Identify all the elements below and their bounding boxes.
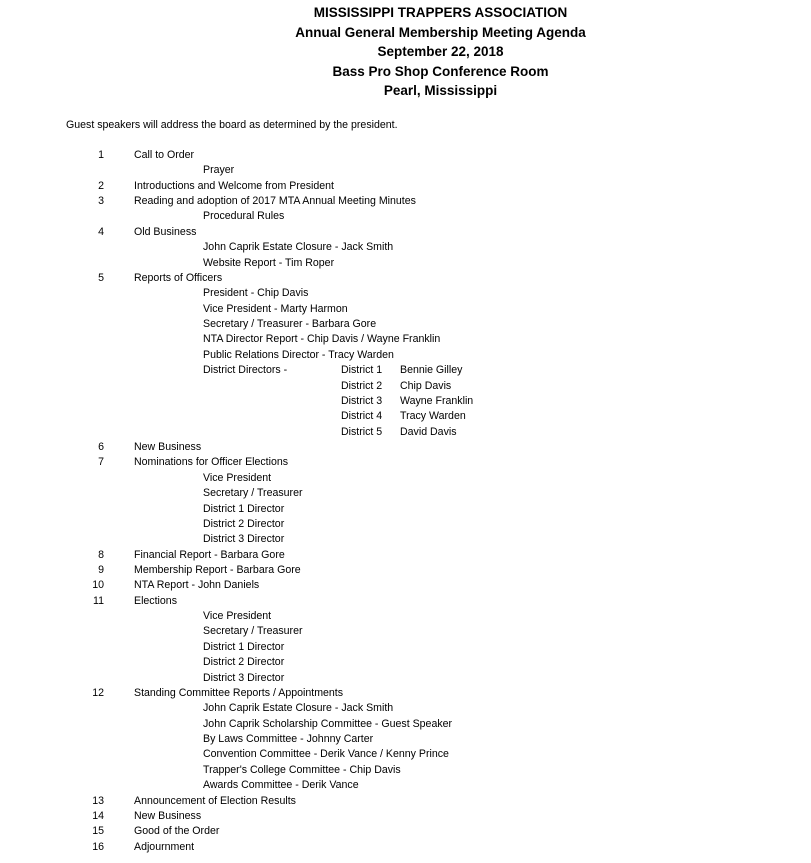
- district-director-name: Chip Davis: [400, 379, 452, 392]
- district-label: District 1: [341, 364, 383, 377]
- agenda-item-number: 9: [98, 563, 104, 576]
- agenda-subitem-text: Prayer: [203, 164, 235, 177]
- agenda-item: [0, 794, 811, 809]
- agenda-subitem: [0, 409, 811, 424]
- agenda-item-title: New Business: [134, 441, 202, 454]
- meeting-venue: Bass Pro Shop Conference Room: [332, 63, 549, 79]
- agenda-item-number: 13: [92, 794, 104, 807]
- agenda-subitem-text: Secretary / Treasurer - Barbara Gore: [203, 318, 377, 331]
- agenda-subitem-text: Vice President - Marty Harmon: [203, 302, 348, 315]
- agenda-subitem-text: District 2 Director: [203, 517, 285, 530]
- agenda-subitem-text: Public Relations Director - Tracy Warden: [203, 348, 394, 361]
- agenda-subitem-text: Vice President: [203, 610, 272, 623]
- agenda-subitem: [0, 640, 811, 655]
- agenda-subitem-text: John Caprik Estate Closure - Jack Smith: [203, 702, 394, 715]
- agenda-subitem-text: By Laws Committee - Johnny Carter: [203, 733, 374, 746]
- district-director-name: Tracy Warden: [400, 410, 466, 423]
- organization-title: MISSISSIPPI TRAPPERS ASSOCIATION: [313, 5, 568, 20]
- agenda-subitem-text: John Caprik Scholarship Committee - Guest Speaker: [203, 717, 453, 730]
- agenda-subitem-text: Convention Committee - Derik Vance / Kenny Prince: [203, 748, 449, 761]
- agenda-subitem-text: Vice President: [203, 471, 272, 484]
- district-label: District 4: [341, 410, 383, 423]
- agenda-subitem: [0, 624, 811, 639]
- agenda-subitem-text: Procedural Rules: [203, 210, 285, 223]
- agenda-subitem-text: Awards Committee - Derik Vance: [203, 779, 359, 792]
- agenda-subitem: [0, 517, 811, 532]
- district-label: District 5: [341, 425, 383, 438]
- agenda-item: [0, 194, 811, 209]
- agenda-item: [0, 686, 811, 701]
- agenda-subitem: [0, 609, 811, 624]
- agenda-subitem: [0, 471, 811, 486]
- agenda-item: [0, 440, 811, 455]
- agenda-item-title: NTA Report - John Daniels: [134, 579, 260, 592]
- agenda-subitem: [0, 363, 811, 378]
- meeting-title: Annual General Membership Meeting Agenda: [295, 24, 586, 40]
- agenda-subitem-text: District 1 Director: [203, 502, 285, 515]
- agenda-item-title: New Business: [134, 809, 202, 822]
- agenda-subitem: [0, 286, 811, 301]
- agenda-item-title: Reading and adoption of 2017 MTA Annual Meeting Minutes: [134, 195, 416, 208]
- agenda-item-title: Announcement of Election Results: [134, 794, 296, 807]
- agenda-subitem-text: Trapper's College Committee - Chip Davis: [203, 763, 401, 776]
- agenda-item: [0, 179, 811, 194]
- district-director-name: Bennie Gilley: [400, 364, 463, 377]
- agenda-item-number: 6: [98, 441, 104, 454]
- agenda-item-title: Nominations for Officer Elections: [134, 456, 289, 469]
- agenda-item-number: 2: [98, 179, 104, 192]
- meeting-location: Pearl, Mississippi: [383, 83, 498, 98]
- agenda-subitem: [0, 394, 811, 409]
- agenda-subitem: [0, 717, 811, 732]
- agenda-subitem: [0, 486, 811, 501]
- agenda-subitem-text: Secretary / Treasurer: [203, 487, 303, 500]
- agenda-item: [0, 548, 811, 563]
- agenda-subitem: [0, 332, 811, 347]
- agenda-item-title: Standing Committee Reports / Appointments: [134, 686, 344, 699]
- agenda-subitem: [0, 209, 811, 224]
- agenda-subitem: [0, 379, 811, 394]
- agenda-item: [0, 840, 811, 855]
- agenda-item-number: 3: [98, 195, 104, 208]
- agenda-subitem: [0, 163, 811, 178]
- agenda-item-number: 5: [98, 271, 104, 284]
- agenda-item-number: 4: [98, 225, 104, 238]
- meeting-date: September 22, 2018: [377, 44, 504, 59]
- agenda-subitem: [0, 302, 811, 317]
- agenda-item: [0, 824, 811, 839]
- district-director-name: David Davis: [400, 425, 457, 438]
- agenda-subitem-text: Website Report - Tim Roper: [203, 256, 335, 269]
- agenda-subitem: [0, 671, 811, 686]
- agenda-subitem-text: Secretary / Treasurer: [203, 625, 303, 638]
- agenda-item-number: 11: [93, 594, 104, 607]
- agenda-subitem: [0, 778, 811, 793]
- agenda-subitem: [0, 256, 811, 271]
- agenda-subitem: [0, 240, 811, 255]
- agenda-item-number: 7: [98, 456, 104, 469]
- agenda-item: [0, 455, 811, 470]
- agenda-item-title: Elections: [134, 594, 177, 607]
- agenda-subitem-text: District 3 Director: [203, 671, 285, 684]
- agenda-item-title: Reports of Officers: [134, 271, 223, 284]
- agenda-subitem: [0, 425, 811, 440]
- district-label: District 3: [341, 394, 383, 407]
- agenda-item-title: Introductions and Welcome from President: [134, 179, 335, 192]
- agenda-item-title: Call to Order: [134, 149, 195, 161]
- agenda-item: [0, 809, 811, 824]
- agenda-subitem-text: President - Chip Davis: [203, 287, 309, 300]
- agenda-subitem: [0, 701, 811, 716]
- agenda-subitem-text: District 3 Director: [203, 533, 285, 546]
- agenda-item: [0, 594, 811, 609]
- agenda-subitem: [0, 747, 811, 762]
- agenda-item-title: Membership Report - Barbara Gore: [134, 563, 301, 576]
- agenda-subitem: [0, 532, 811, 547]
- agenda-subitem: [0, 655, 811, 670]
- district-label: District 2: [341, 379, 383, 392]
- agenda-subitem: [0, 348, 811, 363]
- agenda-item: [0, 271, 811, 286]
- agenda-item-number: 16: [92, 840, 104, 853]
- agenda-subitem: [0, 502, 811, 517]
- agenda-item-title: Adjournment: [134, 840, 195, 853]
- agenda-subitem: [0, 732, 811, 747]
- agenda-item-number: 1: [98, 149, 104, 161]
- agenda-item: [0, 148, 811, 163]
- agenda-subitem-text: District Directors -: [203, 364, 288, 377]
- agenda-subitem-text: John Caprik Estate Closure - Jack Smith: [203, 241, 394, 254]
- agenda-item: [0, 225, 811, 240]
- agenda-subitem: [0, 317, 811, 332]
- agenda-item-title: Good of the Order: [134, 825, 220, 838]
- agenda-item-number: 10: [92, 579, 104, 592]
- agenda-item: [0, 563, 811, 578]
- agenda-item-title: Old Business: [134, 225, 197, 238]
- intro-note: Guest speakers will address the board as determined by the president.: [66, 119, 398, 131]
- agenda-subitem-text: NTA Director Report - Chip Davis / Wayne Franklin: [203, 333, 441, 346]
- agenda-item: [0, 578, 811, 593]
- agenda-subitem-text: District 2 Director: [203, 656, 285, 669]
- agenda-item-title: Financial Report - Barbara Gore: [134, 548, 285, 561]
- agenda-item-number: 14: [92, 809, 104, 822]
- agenda-item-number: 8: [98, 548, 104, 561]
- agenda-item-number: 12: [92, 686, 104, 699]
- agenda-subitem: [0, 763, 811, 778]
- agenda-subitem-text: District 1 Director: [203, 640, 285, 653]
- district-director-name: Wayne Franklin: [400, 394, 474, 407]
- agenda-item-number: 15: [92, 825, 104, 838]
